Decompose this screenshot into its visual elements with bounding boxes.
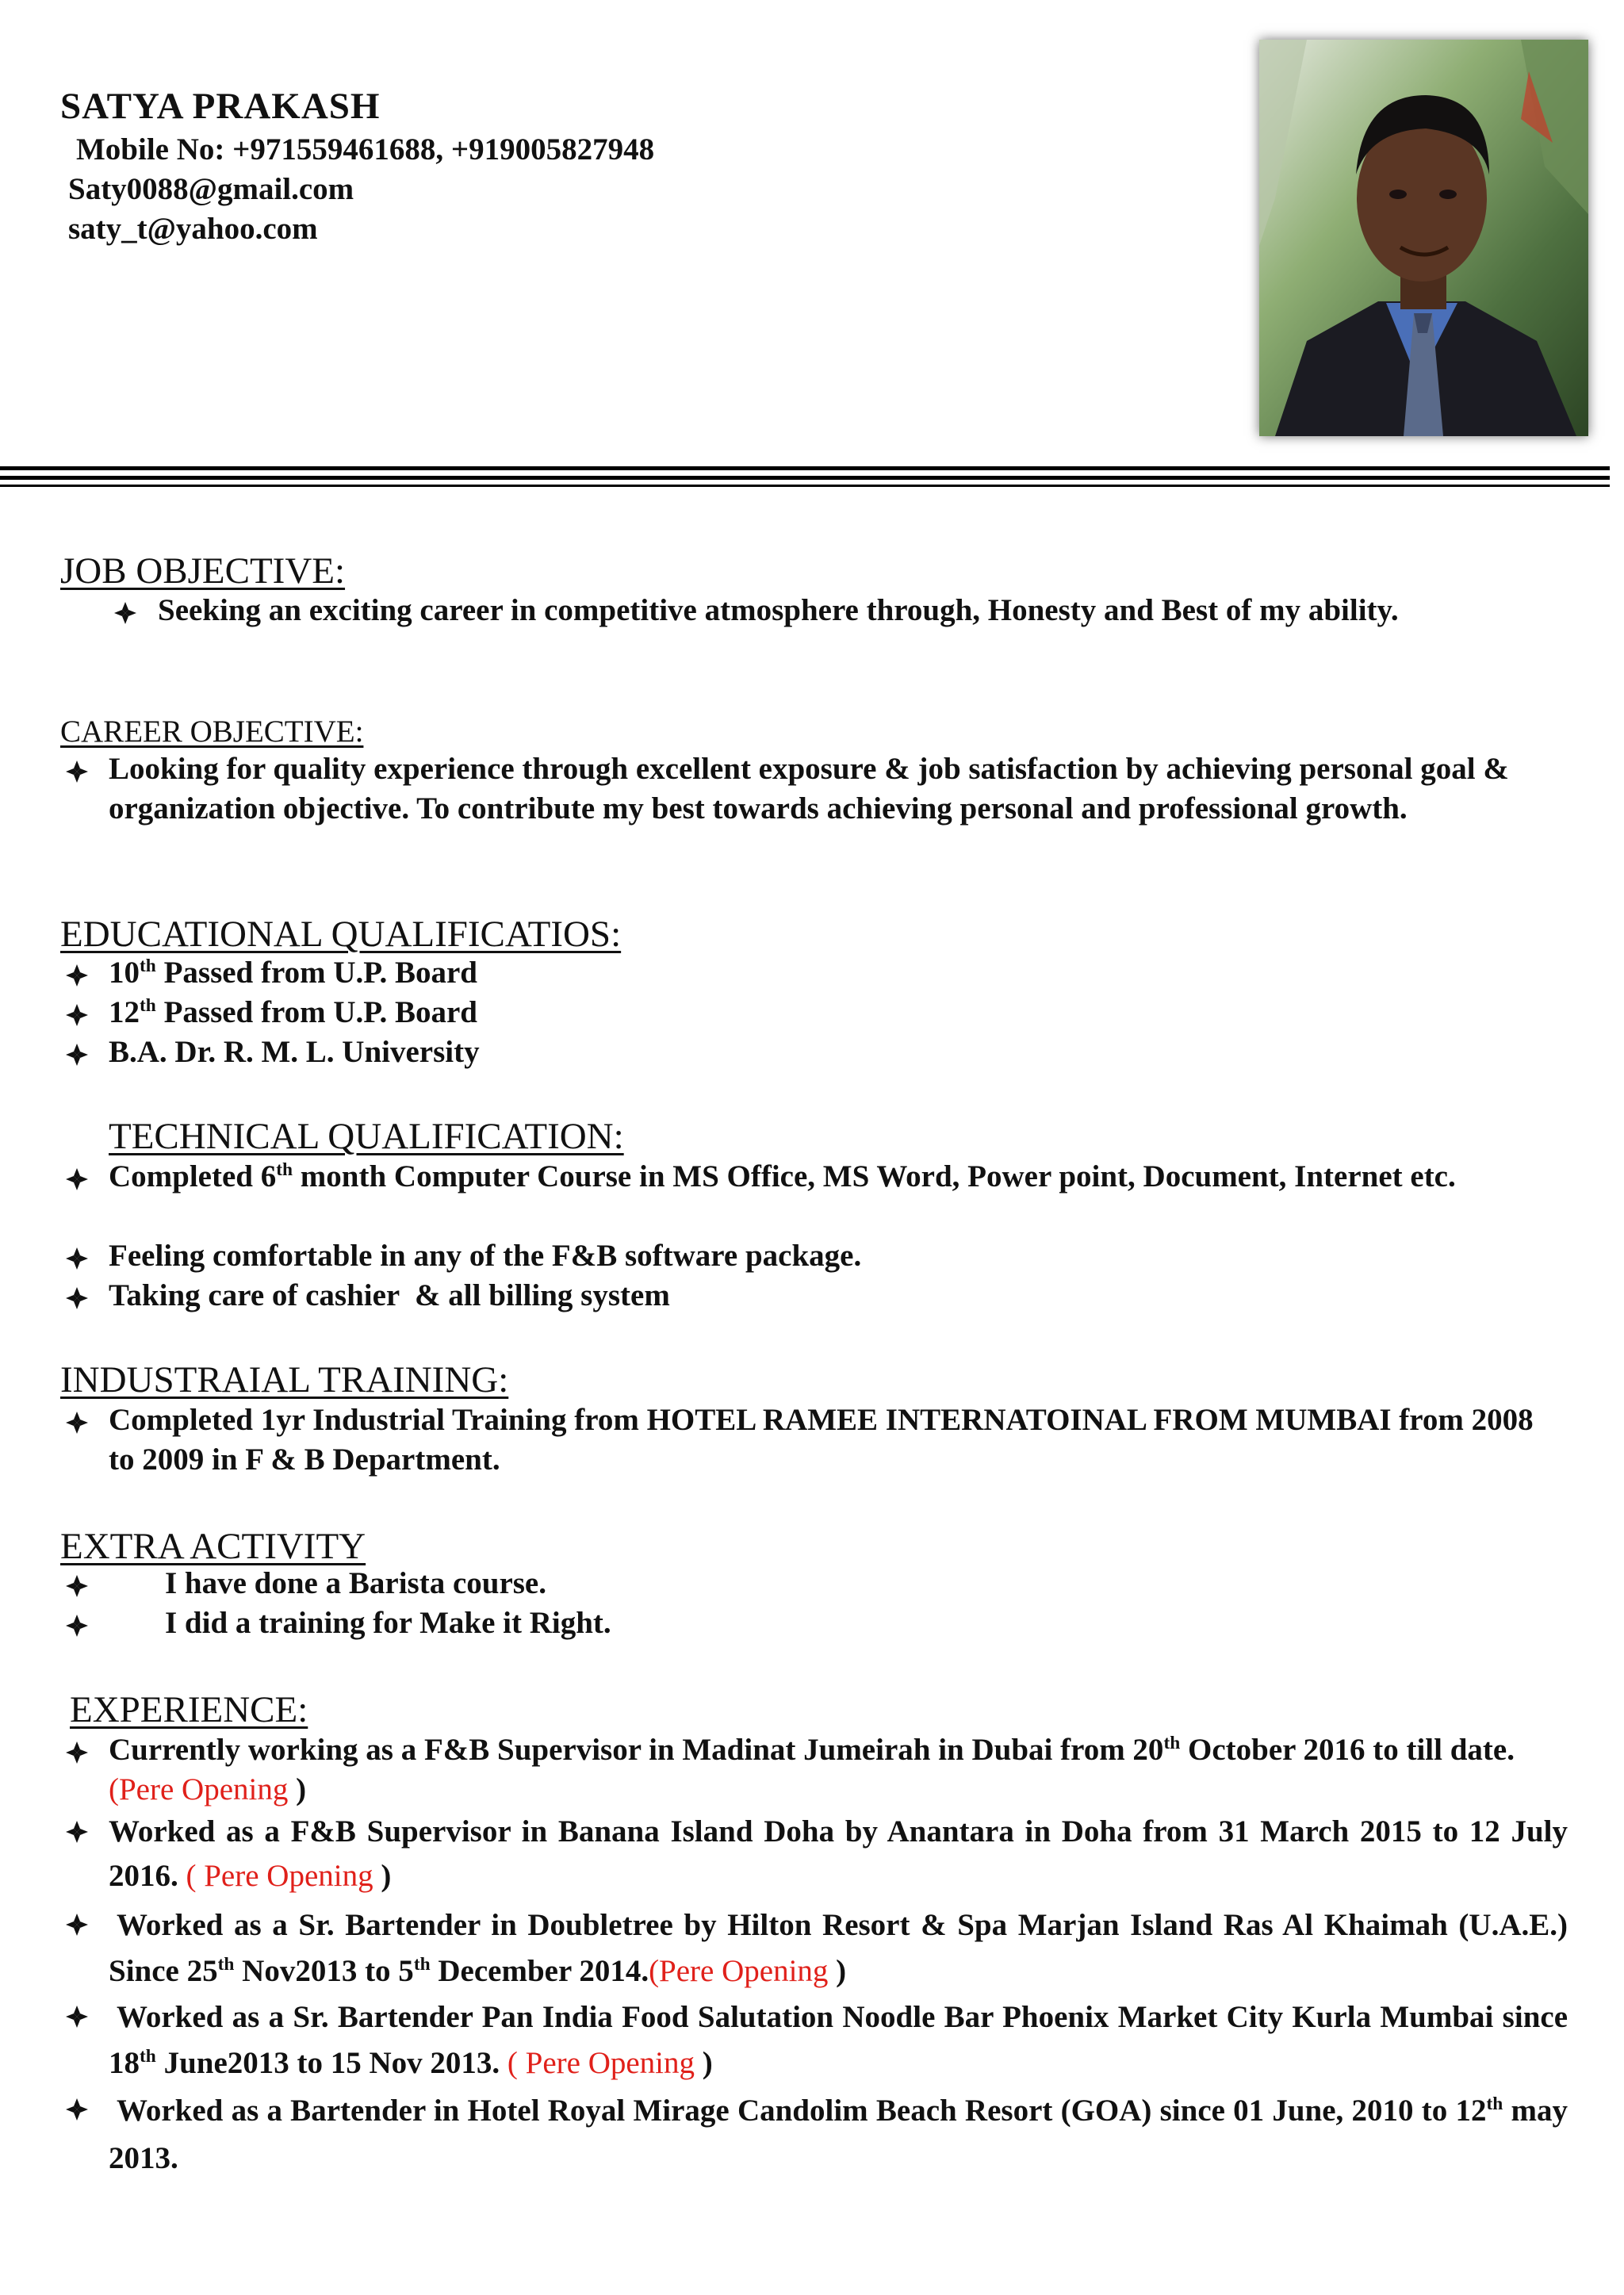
job-objective-text: Seeking an exciting career in competitive atmosphere through, Honesty and Best of my ability. <box>158 593 1399 627</box>
technical-item: Taking care of cashier & all billing system <box>109 1278 670 1312</box>
technical-item: Completed 6th month Computer Course in MS Office, MS Word, Power point, Document, Internet etc. <box>109 1159 1456 1193</box>
education-item: B.A. Dr. R. M. L. University <box>109 1035 480 1069</box>
extra-activity-item: I did a training for Make it Right. <box>165 1606 611 1640</box>
diamond-bullet-icon <box>65 2098 89 2121</box>
diamond-bullet-icon <box>65 1574 89 1598</box>
experience-item: Worked as a F&B Supervisor in Banana Island Doha by Anantara in Doha from 31 March 2015 to 12 July 2016. ( Pere Opening ) <box>109 1814 1568 1893</box>
diamond-bullet-icon <box>65 1043 89 1067</box>
education-item: 10th Passed from U.P. Board <box>109 956 477 990</box>
mobile-number: Mobile No: +971559461688, +919005827948 <box>76 132 655 167</box>
profile-photo <box>1259 40 1588 436</box>
career-objective-text: Looking for quality experience through excellent exposure & job satisfaction by achieving personal goal & organization objective. To contribute my best towards achieving personal and professional growth. <box>109 752 1509 826</box>
pre-opening-tag: (Pere Opening <box>109 1772 289 1806</box>
experience-item: Worked as a Bartender in Hotel Royal Mirage Candolim Beach Resort (GOA) since 01 June, 2010 to 12th may 2013. <box>109 2094 1568 2175</box>
diamond-bullet-icon <box>65 1820 89 1844</box>
diamond-bullet-icon <box>65 2005 89 2029</box>
experience-item: Currently working as a F&B Supervisor in Madinat Jumeirah in Dubai from 20th October 2016 to till date. (Pere Opening ) <box>109 1733 1515 1806</box>
technical-heading: TECHNICAL QUALIFICATION: <box>109 1116 624 1157</box>
diamond-bullet-icon <box>65 1913 89 1937</box>
experience-heading: EXPERIENCE: <box>70 1689 308 1730</box>
header-divider <box>0 466 1610 487</box>
email-secondary: saty_t@yahoo.com <box>68 212 318 246</box>
diamond-bullet-icon <box>65 1411 89 1435</box>
diamond-bullet-icon <box>65 1247 89 1270</box>
education-heading: EDUCATIONAL QUALIFICATIOS: <box>60 914 622 955</box>
training-heading: INDUSTRAIAL TRAINING: <box>60 1359 509 1400</box>
diamond-bullet-icon <box>65 760 89 784</box>
email-primary: Saty0088@gmail.com <box>68 172 354 206</box>
training-item: Completed 1yr Industrial Training from HOTEL RAMEE INTERNATOINAL FROM MUMBAI from 2008 to 2009 in F & B Department. <box>109 1403 1534 1477</box>
experience-item: Worked as a Sr. Bartender Pan India Food Salutation Noodle Bar Phoenix Market City Kurla Mumbai since 18th June2013 to 15 Nov 2013. ( Pere Opening ) <box>109 2000 1568 2080</box>
job-objective-heading: JOB OBJECTIVE: <box>60 550 346 592</box>
candidate-name: SATYA PRAKASH <box>60 86 381 127</box>
pre-opening-tag: ( Pere Opening <box>507 2046 695 2080</box>
pre-opening-tag: ( Pere Opening <box>186 1859 373 1893</box>
pre-opening-tag: (Pere Opening <box>649 1954 829 1988</box>
portrait-image <box>1259 40 1588 436</box>
diamond-bullet-icon <box>113 601 137 625</box>
extra-activity-item: I have done a Barista course. <box>165 1566 546 1600</box>
career-objective-heading: CAREER OBJECTIVE: <box>60 715 364 749</box>
technical-item: Feeling comfortable in any of the F&B software package. <box>109 1239 862 1273</box>
extra-activity-heading: EXTRA ACTIVITY <box>60 1526 366 1567</box>
experience-item: Worked as a Sr. Bartender in Doubletree by Hilton Resort & Spa Marjan Island Ras Al Khaimah (U.A.E.) Since 25th Nov2013 to 5th December 2014.(Pere Opening ) <box>109 1908 1568 1988</box>
diamond-bullet-icon <box>65 1167 89 1191</box>
diamond-bullet-icon <box>65 1286 89 1310</box>
header <box>60 82 654 249</box>
diamond-bullet-icon <box>65 1614 89 1638</box>
diamond-bullet-icon <box>65 964 89 987</box>
education-item: 12th Passed from U.P. Board <box>109 995 477 1029</box>
diamond-bullet-icon <box>65 1003 89 1027</box>
diamond-bullet-icon <box>65 1741 89 1764</box>
